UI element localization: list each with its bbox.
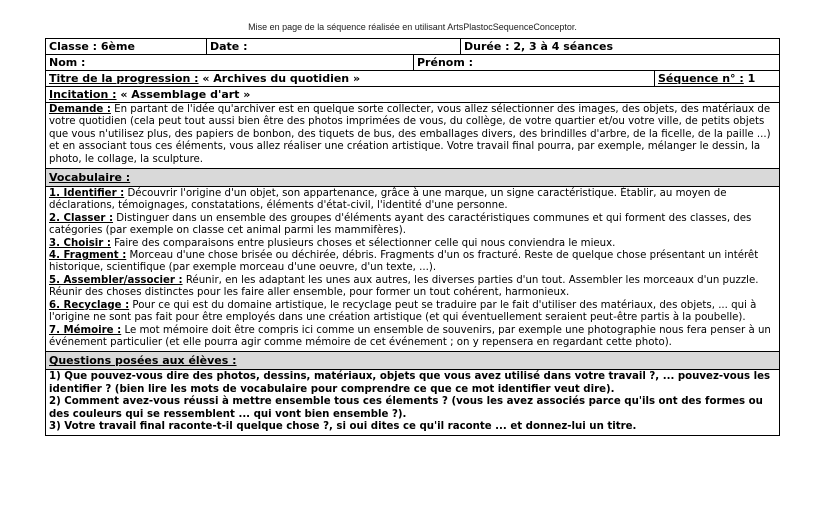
vocab-item-choisir bbox=[49, 238, 776, 250]
page-header: Mise en page de la séquence réalisée en utilisant ArtsPlastocSequenceConceptor. bbox=[248, 22, 577, 32]
incitation bbox=[46, 87, 779, 102]
row-classe-date-duree bbox=[46, 39, 779, 55]
vocab-def: Distinguer dans un ensemble des groupes d'éléments ayant des caractéristiques communes et qui forment des classes, des catégories (par exemple on classe cet animal parmi les mammifères). bbox=[49, 212, 752, 237]
row-progression bbox=[46, 71, 779, 87]
row-demande bbox=[46, 103, 779, 169]
row-vocabulaire-title bbox=[46, 169, 779, 187]
question-item: 3) Votre travail final raconte-t-il quelque chose ?, si oui dites ce qu'il raconte ... et donnez-lui un titre. bbox=[49, 420, 637, 432]
row-nom-prenom bbox=[46, 55, 779, 71]
row-vocabulaire bbox=[46, 187, 779, 352]
vocab-item-recyclage bbox=[49, 300, 776, 325]
vocab-def: Réunir, en les adaptant les unes aux autres, les diverses parties d'un tout. Assembler les morceaux d'un puzzle. Réunir des choses distinctes pour les faire aller ensemble, pour former un tout cohérent, harmonieux. bbox=[49, 274, 759, 299]
classe-field: Classe : 6ème bbox=[46, 39, 207, 54]
nom-field: Nom : bbox=[46, 55, 414, 70]
vocab-item-fragment bbox=[49, 250, 776, 275]
row-questions bbox=[46, 370, 779, 435]
row-questions-title bbox=[46, 352, 779, 370]
sequence-value: 1 bbox=[743, 72, 756, 85]
vocab-term: 6. Recyclage : bbox=[49, 299, 130, 311]
demande-label: Demande : bbox=[49, 104, 111, 115]
question-item: 1) Que pouvez-vous dire des photos, dessins, matériaux, objets que vous avez utilisé dans votre travail ?, ... pouvez-vous les identifier ? (bien lire les mots de vocabulaire pour comprendre ce que ce mot identifier veut dire). bbox=[49, 371, 771, 395]
vocabulaire-title: Vocabulaire : bbox=[46, 169, 779, 186]
vocab-def: Le mot mémoire doit être compris ici comme un ensemble de souvenirs, par exemple une photographie nous fera penser à un événement particulier (et elle pourra agir comme mémoire de cet événement ; on y repensera en regardant cette photo). bbox=[49, 324, 771, 348]
progression-label: Titre de la progression : bbox=[49, 72, 199, 85]
progression-title bbox=[46, 71, 655, 86]
vocab-item-identifier bbox=[49, 188, 776, 213]
vocab-item-memoire bbox=[49, 325, 776, 350]
questions-list bbox=[46, 370, 779, 435]
vocabulaire-list bbox=[46, 187, 779, 351]
vocab-def: Pour ce qui est du domaine artistique, le recyclage peut se traduire par le fait d'utiliser des matériaux, des objets, ... qui à l'origine ne sont pas fait pour être employés dans une création artistique (et qui éventuellement seraient peut-être partis à la poubelle). bbox=[49, 299, 757, 324]
vocab-term: 2. Classer : bbox=[49, 212, 114, 224]
row-incitation bbox=[46, 87, 779, 103]
incitation-label: Incitation : bbox=[49, 88, 117, 101]
prenom-field: Prénom : bbox=[417, 56, 474, 69]
vocab-term: 1. Identifier : bbox=[49, 188, 125, 200]
incitation-value: « Assemblage d'art » bbox=[116, 88, 251, 101]
vocab-def: Découvrir l'origine d'un objet, son appartenance, grâce à une marque, un signe caractéristique. Établir, au moyen de déclarations, témoignages, constatations, éléments d'état-civil, l'identité d'une personne. bbox=[49, 188, 727, 212]
sequence-number bbox=[655, 71, 779, 86]
duree-field: Durée : 2, 3 à 4 séances bbox=[464, 40, 614, 53]
progression-value: « Archives du quotidien » bbox=[198, 72, 361, 85]
vocab-term: 7. Mémoire : bbox=[49, 324, 122, 336]
demande-text: En partant de l'idée qu'archiver est en quelque sorte collecter, vous allez sélectionner des images, des objets, des matériaux de votre quotidien (cela peut tout aussi bien être des photos imprimées de vous, du collège, de votre quartier et/ou votre ville, de petits objets que vous n'utilisez plus, des papiers de bonbon, des tiquets de bus, des emballages divers, des brindilles d'arbre, de la ficelle, de la paille ...) et en associant tous ces éléments, vous allez réaliser une création artistique. Votre travail final pourra, par exemple, mélanger le dessin, la photo, le collage, la sculpture. bbox=[49, 104, 771, 165]
demande bbox=[46, 103, 779, 168]
vocab-item-assembler bbox=[49, 275, 776, 300]
date-field: Date : bbox=[207, 39, 461, 54]
vocab-item-classer bbox=[49, 213, 776, 238]
vocab-term: 3. Choisir : bbox=[49, 237, 111, 249]
vocab-term: 5. Assembler/associer : bbox=[49, 274, 183, 286]
question-item: 2) Comment avez-vous réussi à mettre ensemble tous ces élements ? (vous les avez associés parce qu'ils ont des formes ou des couleurs qui se ressemblent ... qui vont bien ensemble ?). bbox=[49, 396, 763, 420]
vocab-term: 4. Fragment : bbox=[49, 250, 127, 262]
vocab-def: Faire des comparaisons entre plusieurs choses et sélectionner celle qui nous conviendra le mieux. bbox=[110, 237, 616, 249]
questions-title: Questions posées aux élèves : bbox=[46, 352, 779, 369]
sequence-label: Séquence n° : bbox=[658, 72, 744, 85]
vocab-def: Morceau d'une chose brisée ou déchirée, débris. Fragments d'un os fracturé. Reste de quelque chose présentant un intérêt historique, scientifique (par exemple morceau d'une oeuvre, d'un texte, ...). bbox=[49, 250, 759, 274]
sequence-sheet bbox=[45, 38, 780, 436]
